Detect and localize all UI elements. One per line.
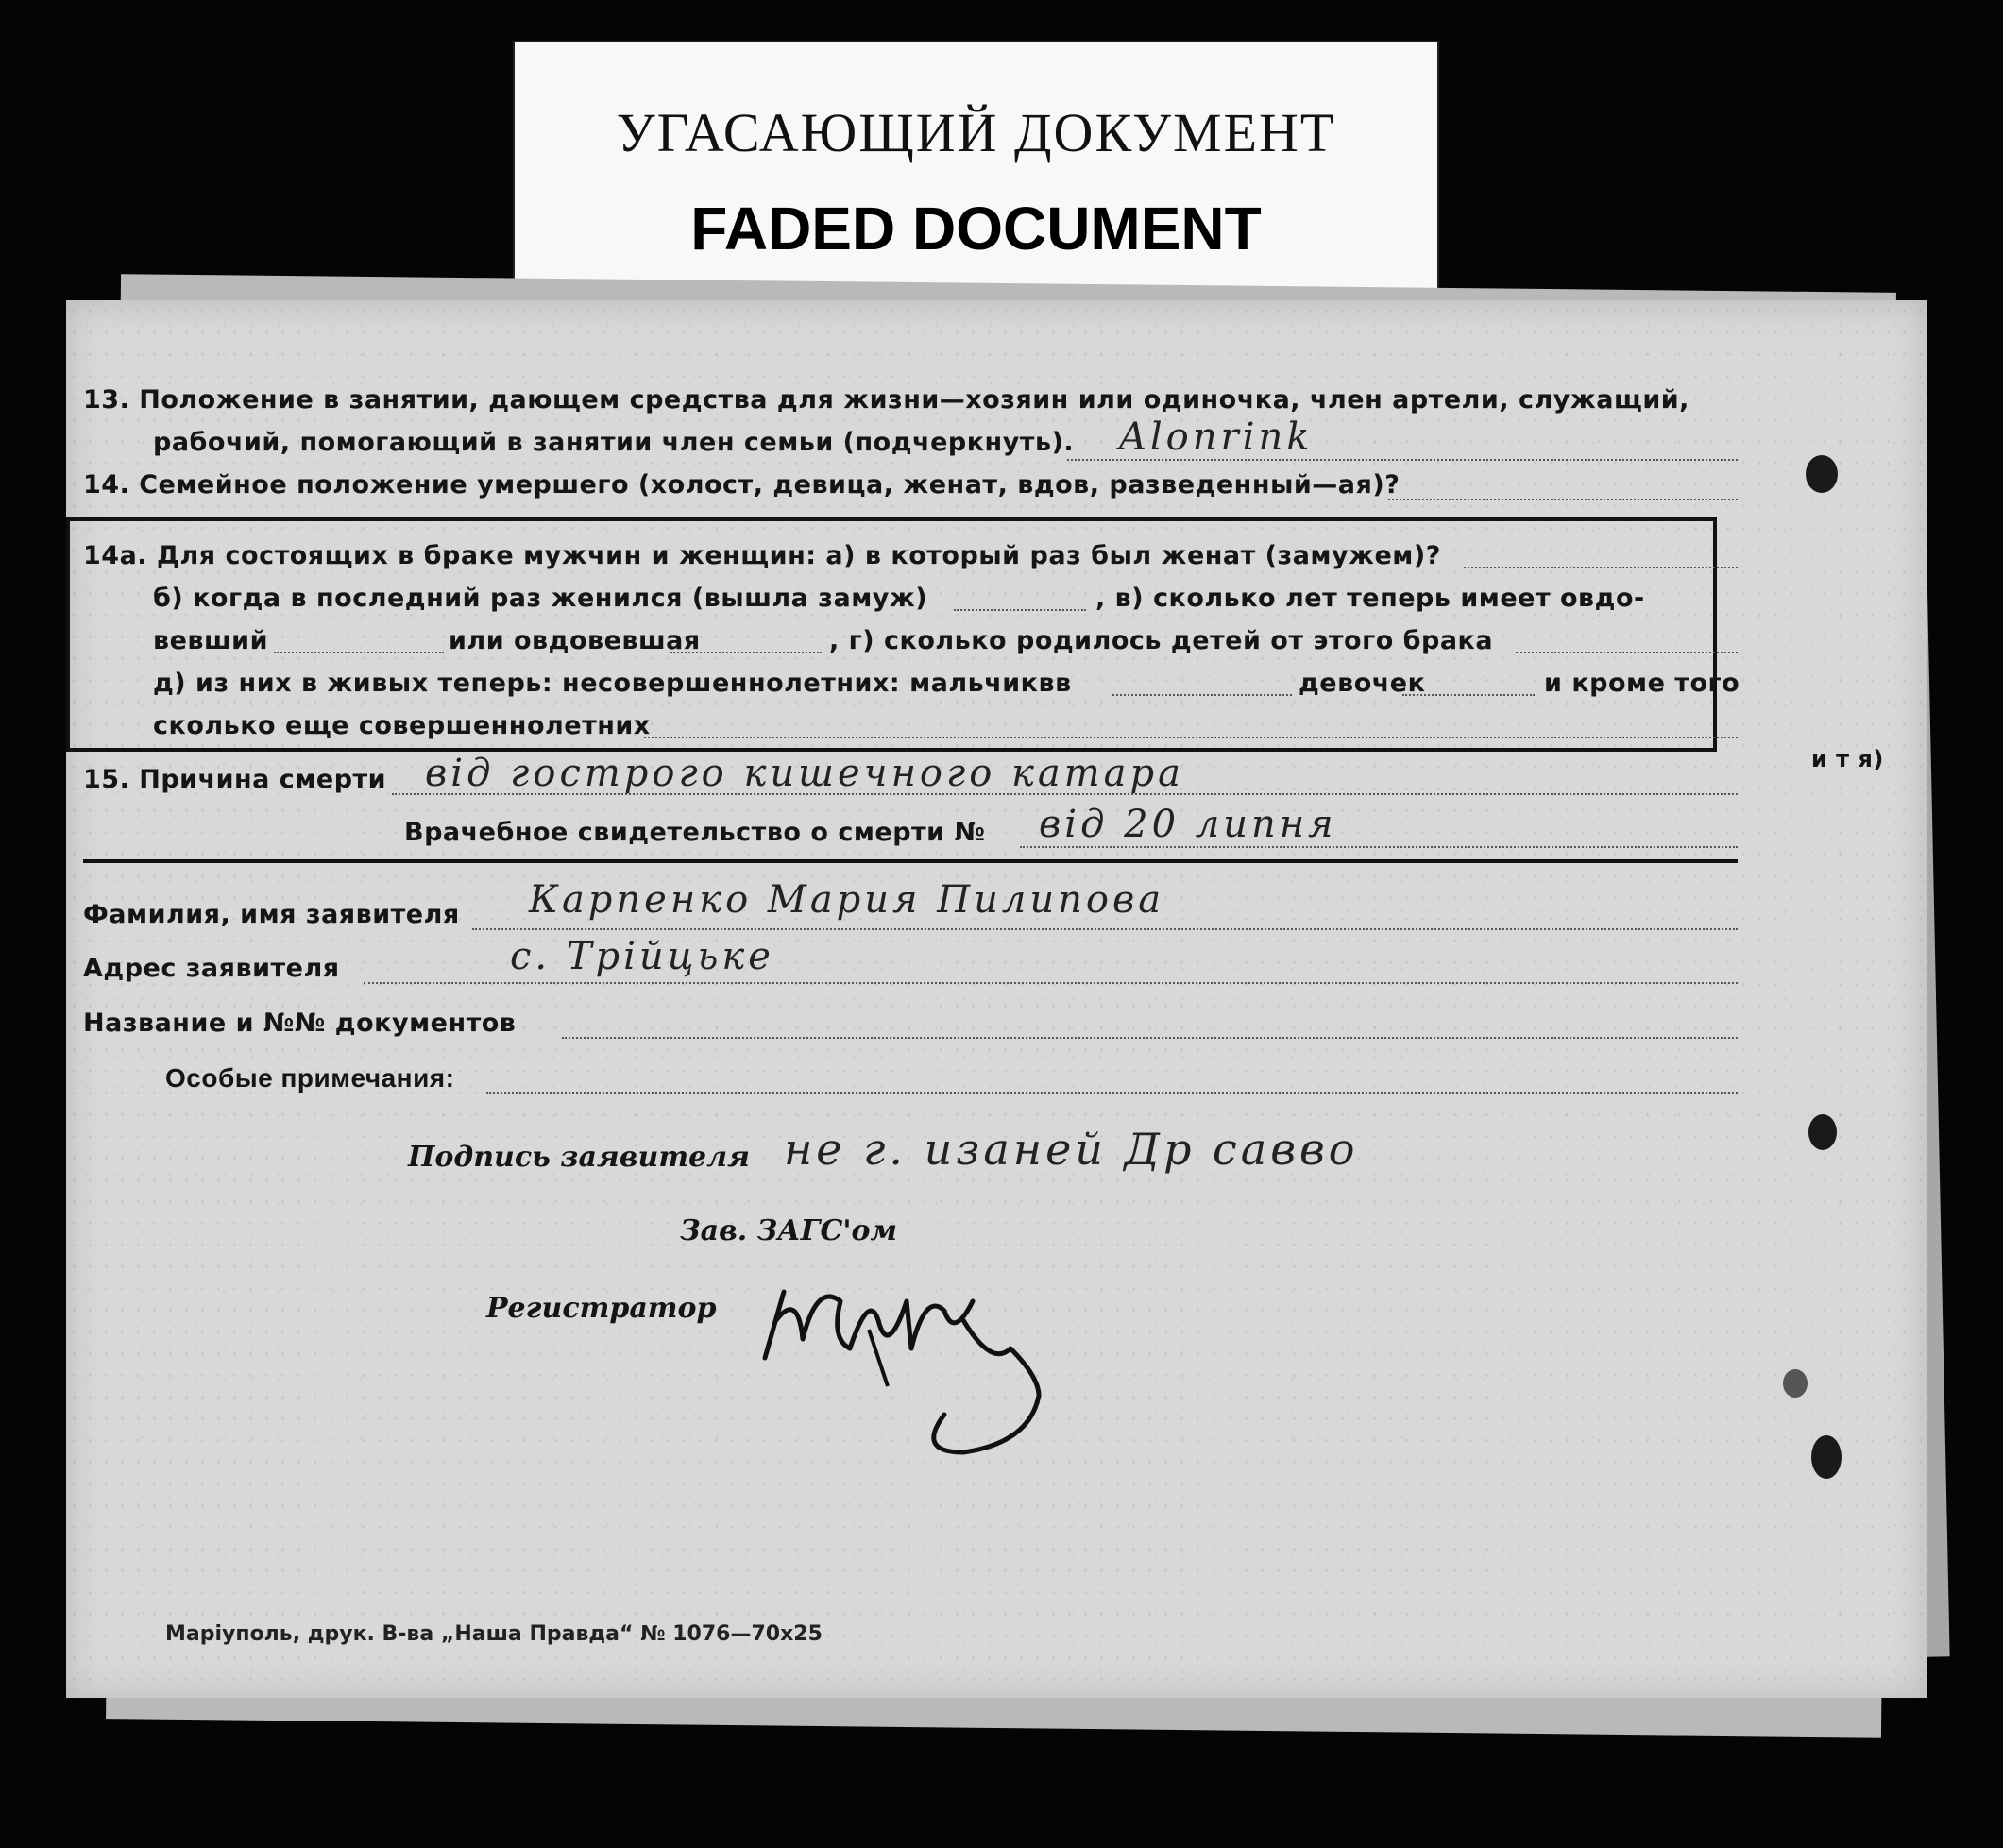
notes-dotted-line <box>486 1092 1738 1094</box>
q14a-line4b: девочек <box>1299 669 1426 698</box>
q15-handwritten-answer: від гострого кишечного катара <box>425 752 1184 795</box>
documents-label: Название и №№ документов <box>83 1009 517 1038</box>
medcert-handwritten-answer: від 20 липня <box>1039 803 1337 846</box>
q14a-dotted-7 <box>1402 694 1535 696</box>
applicant-address-dotted-line <box>364 982 1738 984</box>
q14a-line3a: вевший <box>153 626 268 655</box>
signature-handwritten: не г. изаней Др савво <box>784 1124 1359 1175</box>
q14a-line1: 14а. Для состоящих в браке мужчин и женщин: а) в который раз был женат (замужем)? <box>83 541 1441 570</box>
q14a-line2a: б) когда в последний раз женился (вышла замуж) <box>153 584 928 613</box>
q13-line1: 13. Положение в занятии, дающем средства для жизни—хозяин или одиночка, член артели, служащий, <box>83 385 1689 415</box>
q14a-line2b: , в) сколько лет теперь имеет овдо- <box>1095 584 1645 613</box>
section-divider <box>83 859 1738 863</box>
q14-line: 14. Семейное положение умершего (холост, девица, женат, вдов, разведенный—ая)? <box>83 470 1400 500</box>
q13-line2: рабочий, помогающий в занятии член семьи (подчеркнуть). <box>153 428 1075 457</box>
medcert-dotted-line <box>1020 846 1738 848</box>
applicant-address-label: Адрес заявителя <box>83 954 340 983</box>
q14a-dotted-4 <box>670 652 822 653</box>
signature-label: Подпись заявителя <box>408 1141 750 1174</box>
q14a-line4c: и кроме того <box>1544 669 1740 698</box>
binding-hole <box>1806 455 1838 493</box>
documents-dotted-line <box>562 1037 1738 1039</box>
registrar-signature <box>727 1263 1124 1471</box>
binding-hole <box>1808 1114 1837 1150</box>
banner-title-ru: УГАСАЮЩИЙ ДОКУМЕНТ <box>616 102 1336 163</box>
margin-fragment: и т я) <box>1811 746 1884 772</box>
registrar-label: Регистратор <box>486 1292 717 1325</box>
q14a-dotted-8 <box>644 737 1738 738</box>
applicant-name-handwritten: Карпенко Мария Пилипова <box>529 878 1165 922</box>
q14a-line3b: или овдовевшая <box>449 626 701 655</box>
q15-label: 15. Причина смерти <box>83 765 387 794</box>
q13-dotted-line <box>1067 459 1738 461</box>
zags-label: Зав. ЗАГС'ом <box>680 1214 898 1247</box>
binding-hole <box>1811 1435 1842 1479</box>
applicant-address-handwritten: с. Трійцьке <box>510 935 774 978</box>
printer-footer: Маріуполь, друк. В-ва „Наша Правда“ № 1076—70х25 <box>165 1622 823 1646</box>
form-sheet <box>66 300 1927 1698</box>
q14a-dotted-2 <box>954 609 1086 611</box>
q14a-line3c: , г) сколько родилось детей от этого брака <box>829 626 1494 655</box>
q14a-line4a: д) из них в живых теперь: несовершеннолетних: мальчиквв <box>153 669 1072 698</box>
q13-handwritten-answer: Alonrink <box>1119 415 1314 459</box>
q15-dotted-line <box>392 793 1738 795</box>
notes-label: Особые примечания: <box>165 1063 455 1093</box>
applicant-name-dotted-line <box>472 928 1738 930</box>
q14a-dotted-6 <box>1112 694 1292 696</box>
applicant-name-label: Фамилия, имя заявителя <box>83 900 460 929</box>
q14-dotted-line <box>1388 499 1738 500</box>
q14a-dotted-3 <box>274 652 444 653</box>
binding-hole <box>1783 1369 1808 1398</box>
q14a-dotted-5 <box>1516 652 1738 653</box>
q14a-dotted-1 <box>1464 567 1738 568</box>
faded-document-banner <box>513 41 1439 304</box>
medcert-label: Врачебное свидетельство о смерти № <box>404 818 986 847</box>
banner-title-en: FADED DOCUMENT <box>690 195 1262 263</box>
q14a-line5: сколько еще совершеннолетних <box>153 711 651 740</box>
